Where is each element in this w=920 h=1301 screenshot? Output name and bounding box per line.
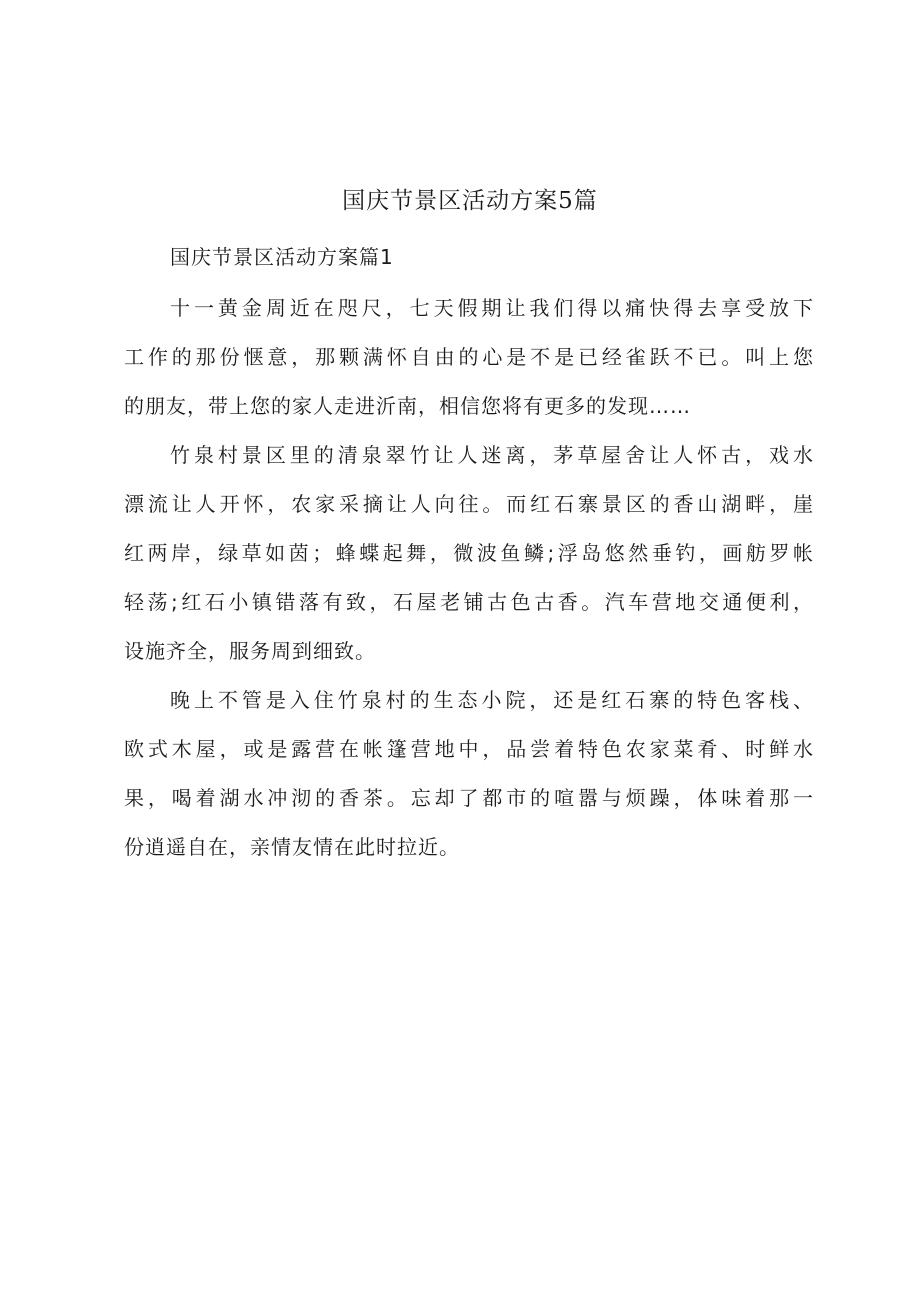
paragraph-2: [124, 431, 814, 676]
paragraph-1: [124, 284, 814, 431]
paragraph-line: 红两岸，绿草如茵；蜂蝶起舞，微波鱼鳞;浮岛悠然垂钓，画舫罗帐: [124, 541, 814, 565]
paragraph-line: 轻荡;红石小镇错落有致，石屋老铺古色古香。汽车营地交通便利，: [124, 590, 814, 614]
paragraph-line: 设施齐全，服务周到细致。: [124, 639, 376, 663]
paragraph-line: 十一黄金周近在咫尺，七天假期让我们得以痛快得去享受放下: [170, 296, 814, 320]
paragraph-line: 欧式木屋，或是露营在帐篷营地中，品尝着特色农家菜肴、时鲜水: [124, 737, 814, 761]
paragraph-line: 果，喝着湖水冲沏的香茶。忘却了都市的喧嚣与烦躁，体味着那一: [124, 786, 814, 810]
paragraph-line: 份逍遥自在，亲情友情在此时拉近。: [124, 835, 460, 859]
paragraph-line: 竹泉村景区里的清泉翠竹让人迷离，茅草屋舍让人怀古，戏水: [170, 443, 814, 467]
paragraph-line: 工作的那份惬意，那颗满怀自由的心是不是已经雀跃不已。叫上您: [124, 345, 814, 369]
paragraph-line: 的朋友，带上您的家人走进沂南，相信您将有更多的发现……: [124, 394, 691, 418]
paragraph-line: 晚上不管是入住竹泉村的生态小院，还是红石寨的特色客栈、: [170, 688, 814, 712]
document-title: 国庆节景区活动方案5篇: [342, 188, 598, 214]
section-heading: 国庆节景区活动方案篇1: [170, 245, 394, 269]
paragraph-3: [124, 676, 814, 872]
paragraph-line: 漂流让人开怀，农家采摘让人向往。而红石寨景区的香山湖畔，崖: [124, 492, 814, 516]
